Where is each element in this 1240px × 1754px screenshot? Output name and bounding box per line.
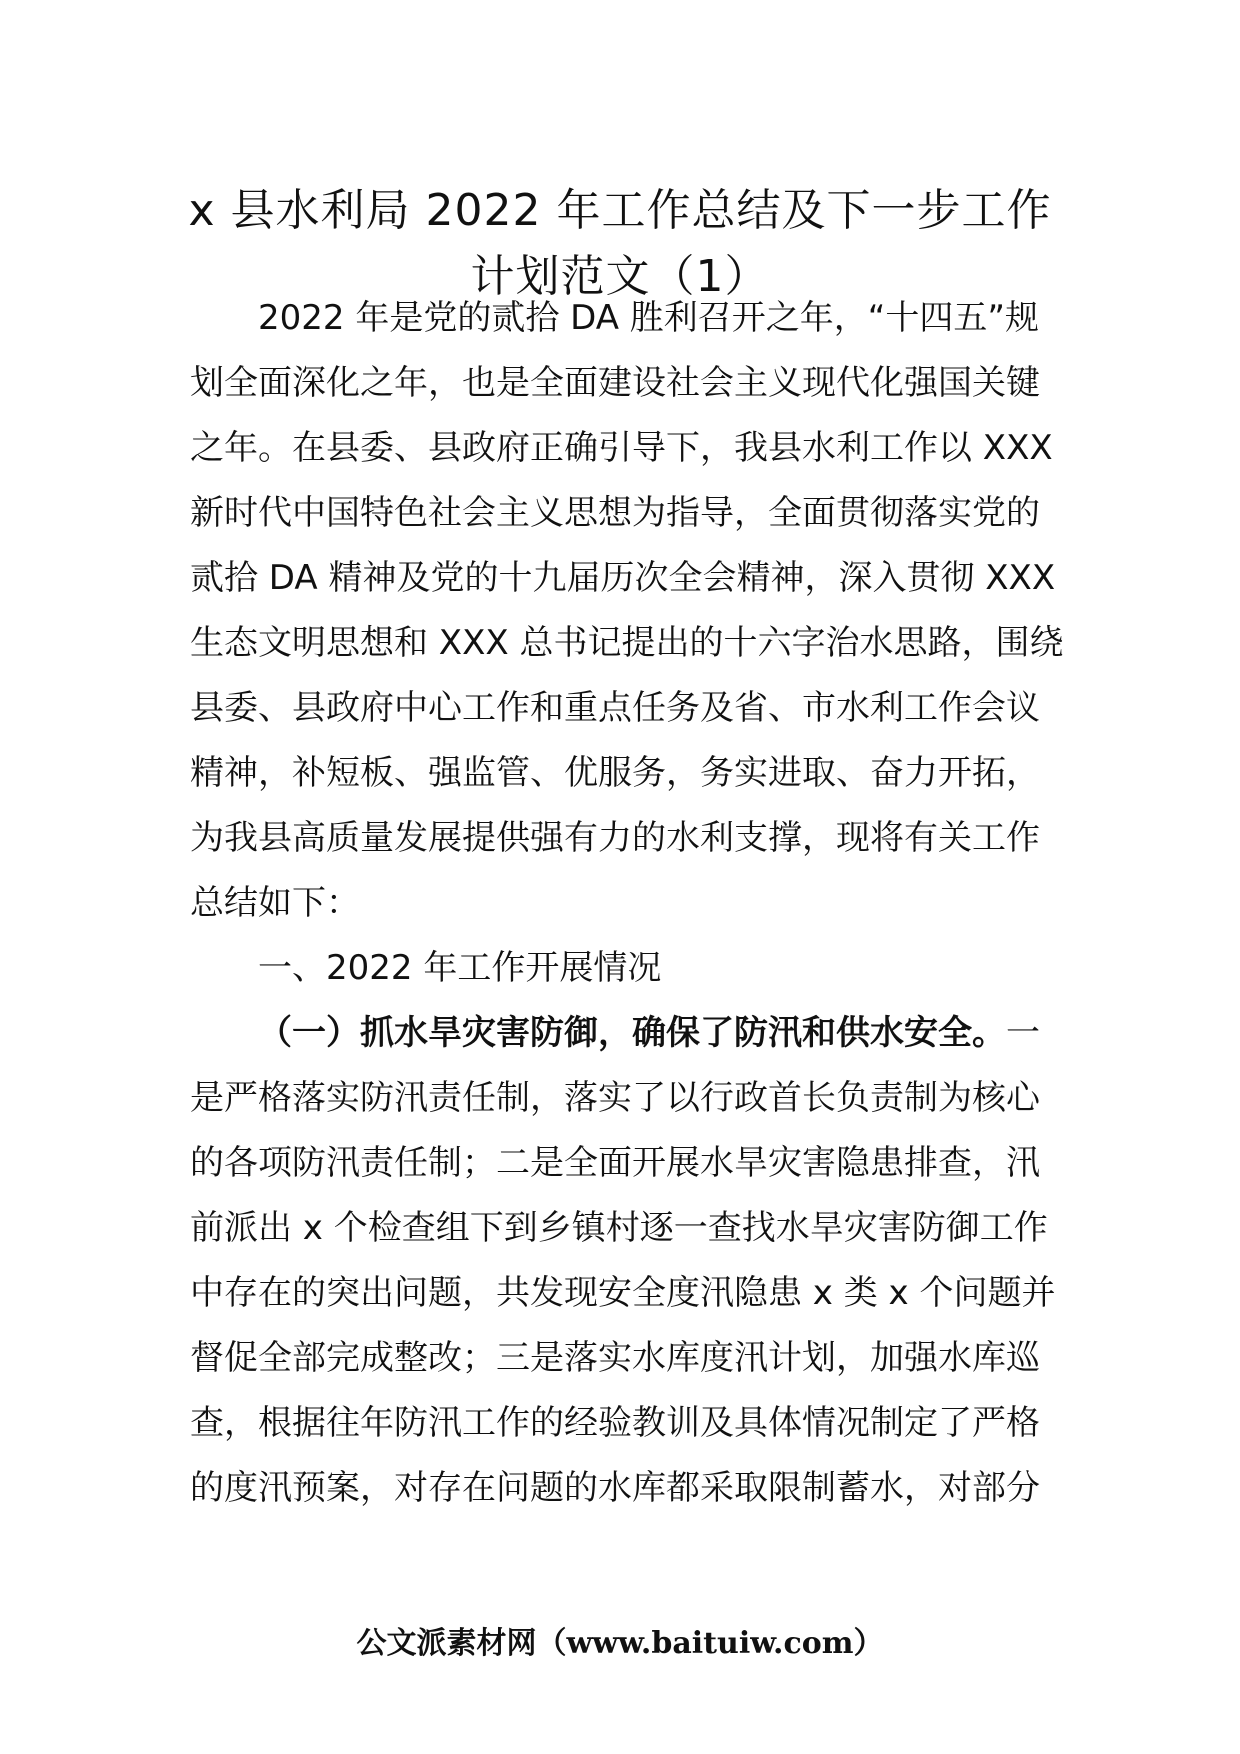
subsection-lead-tail: 一 — [1006, 1013, 1040, 1053]
intro-paragraph — [190, 286, 1070, 1521]
source-footer: 公文派素材网（www.baituiw.com） — [356, 1626, 884, 1661]
subsection-line: 的各项防汛责任制；二是全面开展水旱灾害隐患排查，汛 — [190, 1143, 1040, 1183]
subsection-line: 查，根据往年防汛工作的经验教训及具体情况制定了严格 — [190, 1403, 1040, 1443]
subsection-line: 的度汛预案，对存在问题的水库都采取限制蓄水，对部分 — [190, 1468, 1040, 1508]
intro-line: 生态文明思想和 XXX 总书记提出的十六字治水思路，围绕 — [190, 623, 1064, 663]
intro-line: 贰拾 DA 精神及党的十九届历次全会精神，深入贯彻 XXX — [190, 558, 1056, 598]
intro-line: 为我县高质量发展提供强有力的水利支撑，现将有关工作 — [190, 818, 1040, 858]
intro-line: 之年。在县委、县政府正确引导下，我县水利工作以 XXX — [190, 428, 1053, 468]
section-heading: 一、2022 年工作开展情况 — [258, 948, 662, 988]
subsection-line: 是严格落实防汛责任制，落实了以行政首长负责制为核心 — [190, 1078, 1040, 1118]
intro-line: 县委、县政府中心工作和重点任务及省、市水利工作会议 — [190, 688, 1040, 728]
intro-line: 精神，补短板、强监管、优服务，务实进取、奋力开拓， — [190, 753, 1040, 793]
subsection-lead-line — [190, 1001, 1070, 1066]
intro-line: 划全面深化之年，也是全面建设社会主义现代化强国关键 — [190, 363, 1040, 403]
subsection-line: 前派出 x 个检查组下到乡镇村逐一查找水旱灾害防御工作 — [190, 1208, 1048, 1248]
title-line-1: x 县水利局 2022 年工作总结及下一步工作 — [188, 185, 1052, 236]
subsection-line: 中存在的突出问题，共发现安全度汛隐患 x 类 x 个问题并 — [190, 1273, 1056, 1313]
intro-line: 新时代中国特色社会主义思想为指导，全面贯彻落实党的 — [190, 493, 1040, 533]
intro-line: 2022 年是党的贰拾 DA 胜利召开之年，“十四五”规 — [258, 298, 1040, 338]
intro-line: 总结如下： — [190, 883, 360, 923]
subsection-line: 督促全部完成整改；三是落实水库度汛计划，加强水库巡 — [190, 1338, 1040, 1378]
title-line-2: 计划范文（1） — [470, 251, 770, 302]
subsection-heading: （一）抓水旱灾害防御，确保了防汛和供水安全。 — [258, 1013, 1006, 1053]
